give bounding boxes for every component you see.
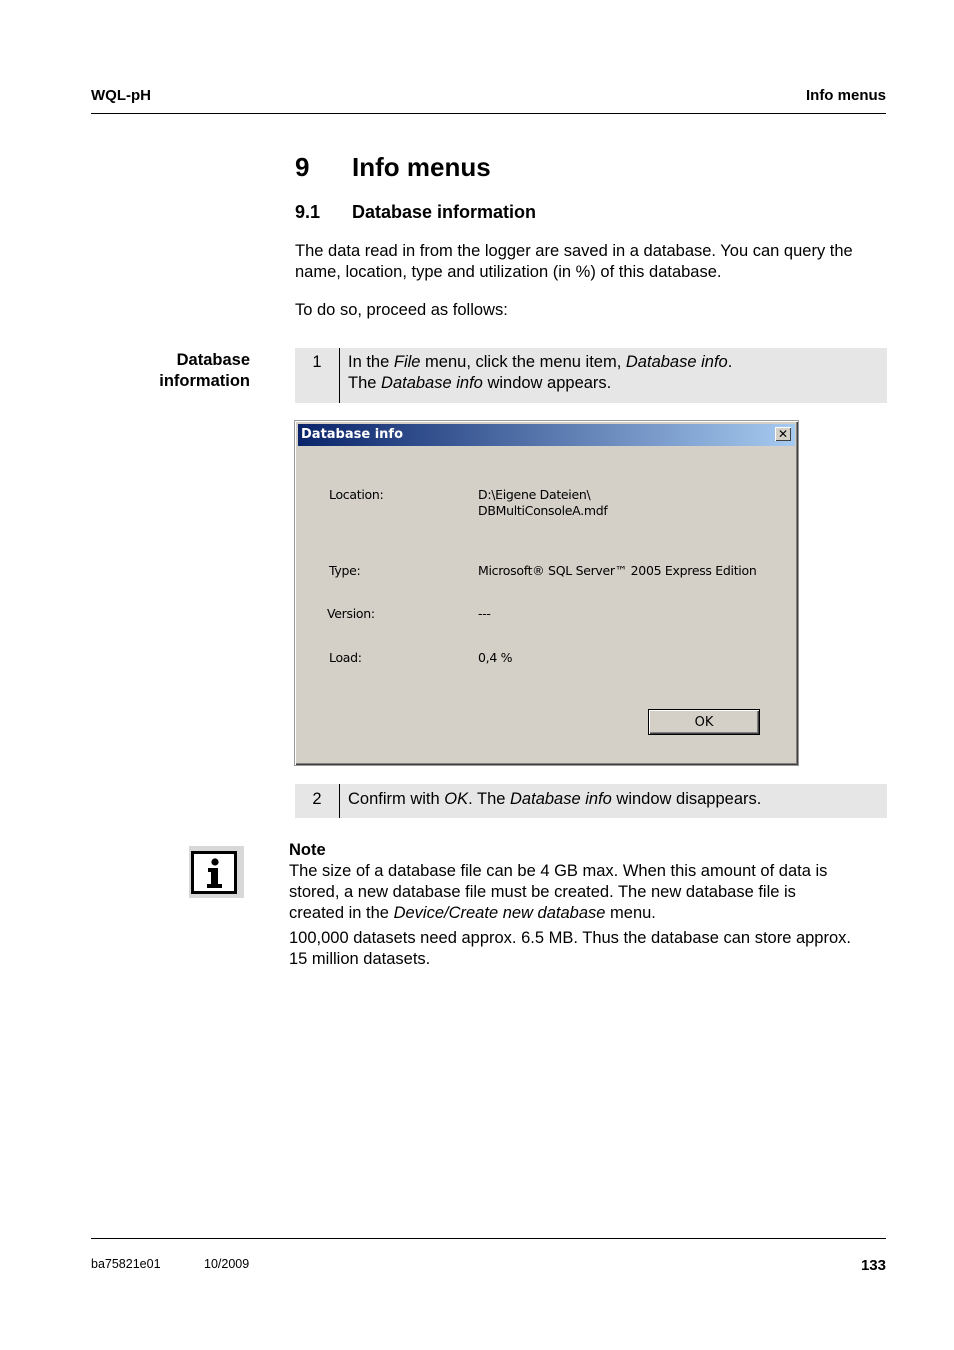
- step-divider: [339, 784, 340, 818]
- location-value-line-1: D:\Eigene Dateien\: [478, 487, 591, 502]
- step-2-text: Confirm with OK. The Database info window disappears.: [348, 790, 762, 808]
- running-header-left: WQL-pH: [91, 87, 151, 104]
- intro-line-1: The data read in from the logger are saved in a database. You can query the: [295, 242, 853, 260]
- chapter-title: Info menus: [352, 152, 491, 182]
- note-line-2: stored, a new database file must be created. The new database file is: [289, 883, 796, 901]
- note-title: Note: [289, 841, 326, 859]
- sidebar-line-1: Database: [176, 351, 250, 369]
- running-header-right: Info menus: [805, 87, 886, 104]
- sidebar-line-2: information: [159, 372, 250, 390]
- step-1-text: In the File menu, click the menu item, Database info. The Database info window appears.: [348, 353, 733, 392]
- step-1-number: 1: [312, 353, 322, 371]
- load-value: 0,4 %: [478, 650, 513, 665]
- step-2-number: 2: [312, 790, 322, 808]
- version-label: Version:: [327, 606, 375, 621]
- sidebar-heading: [100, 350, 250, 392]
- note-line-1: The size of a database file can be 4 GB max. When this amount of data is: [289, 862, 828, 880]
- footer-date: 10/2009: [204, 1257, 250, 1271]
- type-value: Microsoft® SQL Server™ 2005 Express Edition: [478, 563, 757, 578]
- note-line-3: created in the Device/Create new database menu.: [289, 904, 656, 922]
- chapter-number: 9: [295, 152, 310, 182]
- location-label: Location:: [329, 487, 384, 502]
- dialog-title: Database info: [301, 427, 404, 442]
- section-number: 9.1: [295, 202, 321, 222]
- footer-rule: [91, 1238, 886, 1239]
- note-para-2-line-2: 15 million datasets.: [289, 950, 431, 968]
- section-title: Database information: [352, 202, 537, 222]
- type-label: Type:: [329, 563, 361, 578]
- load-label: Load:: [329, 650, 362, 665]
- footer-doc-id: ba75821e01: [91, 1257, 161, 1271]
- database-info-dialog: [295, 421, 798, 765]
- dialog-titlebar[interactable]: [298, 424, 795, 446]
- note-para-2-line-1: 100,000 datasets need approx. 6.5 MB. Thus the database can store approx.: [289, 929, 851, 947]
- step-divider: [339, 348, 340, 403]
- location-value-line-2: DBMultiConsoleA.mdf: [478, 503, 608, 518]
- note-block: [289, 840, 889, 970]
- step-1-row: [295, 348, 887, 403]
- header-rule: [91, 113, 886, 114]
- page-number: 133: [860, 1257, 886, 1274]
- info-icon: [189, 846, 244, 898]
- intro-line-2: name, location, type and utilization (in %) of this database.: [295, 263, 722, 281]
- version-value: ---: [478, 606, 491, 621]
- close-icon[interactable]: ✕: [775, 427, 791, 441]
- ok-button[interactable]: OK: [648, 709, 760, 735]
- proceed-text: To do so, proceed as follows:: [295, 301, 508, 319]
- step-2-row: [295, 784, 887, 818]
- intro-paragraph: [295, 241, 890, 283]
